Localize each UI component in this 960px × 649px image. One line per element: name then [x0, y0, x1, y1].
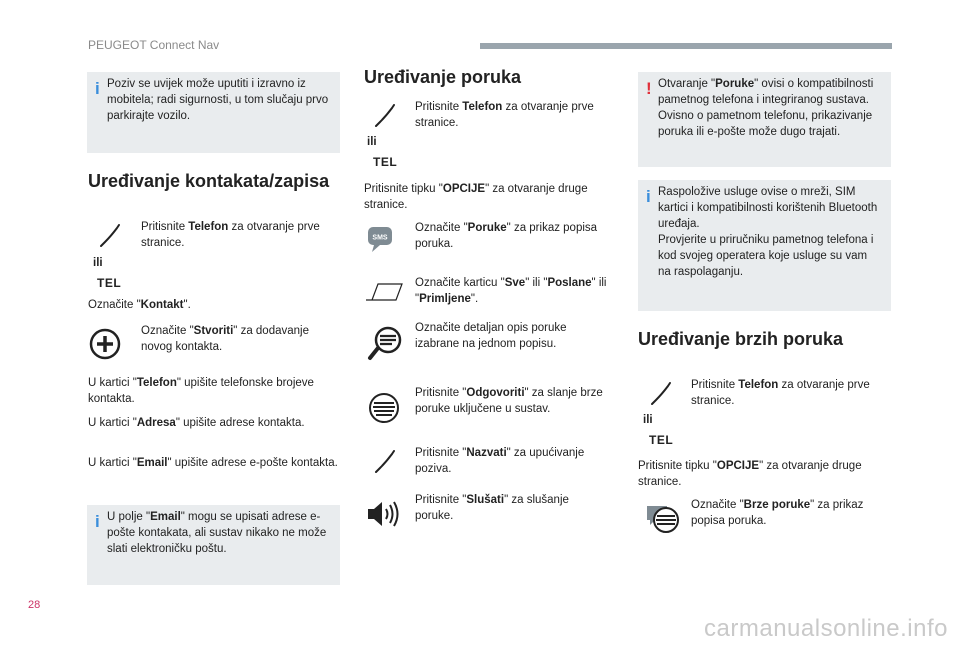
info-icon: i — [646, 187, 651, 206]
tab-email-text: U kartici "Email" upišite adrese e-pošte kontakta. — [88, 457, 338, 469]
header-title: PEUGEOT Connect Nav — [88, 38, 220, 52]
note-text: U polje "Email" mogu se upisati adrese e-pošte kontakata, ali sustav nikako ne može slati elektroničku poštu. — [107, 511, 327, 555]
tel-button[interactable]: TEL — [97, 276, 122, 290]
warning-note — [638, 72, 891, 167]
message-detail-icon[interactable] — [366, 322, 406, 362]
press-options: Pritisnite tipku "OPCIJE" za otvaranje druge stranice. — [638, 460, 862, 488]
quick-message-icon[interactable] — [643, 502, 683, 534]
or-label: ili — [367, 136, 377, 148]
phone-icon — [646, 380, 674, 408]
phone-icon — [95, 222, 123, 250]
press-listen: Pritisnite "Slušati" za slušanje poruke. — [415, 494, 569, 522]
step-create: Označite "Stvoriti" za dodavanje novog kontakta. — [141, 325, 309, 353]
tab-icon[interactable] — [364, 282, 406, 302]
svg-text:SMS: SMS — [372, 234, 388, 242]
reply-icon[interactable] — [366, 392, 402, 426]
tel-button[interactable]: TEL — [649, 433, 674, 447]
sms-icon[interactable] — [366, 225, 400, 255]
section-heading-contacts: Uređivanje kontakata/zapisa — [88, 171, 330, 191]
call-icon[interactable] — [370, 448, 398, 476]
header-bar — [480, 43, 892, 49]
select-quick-messages: Označite "Brze poruke" za prikaz popisa poruka. — [691, 499, 864, 527]
step-open-phone: Pritisnite Telefon za otvaranje prve stranice. — [691, 379, 870, 407]
tab-telefon-text: U kartici "Telefon" upišite telefonske brojeve kontakta. — [88, 377, 314, 405]
info-note-call — [87, 72, 340, 153]
watermark: carmanualsonline.info — [704, 615, 948, 642]
info-icon: i — [95, 512, 100, 531]
note-text: Otvaranje "Poruke" ovisi o kompatibilnosti pametnog telefona i integriranog sustava. Ovisno o pametnom telefonu, prikazivanje poruka ili e-pošte može dugo trajati. — [658, 78, 874, 138]
select-messages: Označite "Poruke" za prikaz popisa poruka. — [415, 222, 598, 250]
info-note-email — [87, 505, 340, 585]
speaker-icon[interactable] — [366, 500, 402, 528]
page-number: 28 — [28, 599, 41, 611]
press-options: Pritisnite tipku "OPCIJE" za otvaranje druge stranice. — [364, 183, 588, 211]
tel-button[interactable]: TEL — [373, 155, 398, 169]
or-label: ili — [643, 414, 653, 426]
press-call: Pritisnite "Nazvati" za upućivanje poziva. — [415, 447, 585, 475]
tab-adresa-text: U kartici "Adresa" upišite adrese kontakta. — [88, 417, 305, 429]
info-note-services — [638, 180, 891, 311]
section-heading-messages: Uređivanje poruka — [364, 67, 522, 87]
step-open-phone: Pritisnite Telefon za otvaranje prve stranice. — [415, 101, 594, 129]
step-open-phone: Pritisnite Telefon za otvaranje prve stranice. — [141, 221, 320, 249]
phone-icon — [370, 102, 398, 130]
info-icon: i — [95, 79, 100, 98]
warning-icon: ! — [646, 79, 652, 98]
add-icon[interactable] — [88, 327, 122, 361]
note-text: Raspoložive usluge ovise o mreži, SIM kartici i kompatibilnosti korištenih Bluetooth uređaja. Provjerite u priručniku pametnog telefona i kod svojeg operatera koje usluge su vam na raspolaganju. — [658, 186, 878, 278]
select-tab: Označite karticu "Sve" ili "Poslane" ili "Primljene". — [415, 277, 607, 305]
or-label: ili — [93, 257, 103, 269]
press-reply: Pritisnite "Odgovoriti" za slanje brze poruke uključene u sustav. — [415, 387, 603, 415]
select-contact: Označite "Kontakt". — [88, 299, 191, 311]
section-heading-quick-messages: Uređivanje brzih poruka — [638, 329, 844, 349]
select-detail: Označite detaljan opis poruke izabrane na jednom popisu. — [415, 322, 567, 350]
note-text: Poziv se uvijek može uputiti i izravno iz mobitela; radi sigurnosti, u tom slučaju prvo parkirajte vozilo. — [107, 78, 329, 122]
